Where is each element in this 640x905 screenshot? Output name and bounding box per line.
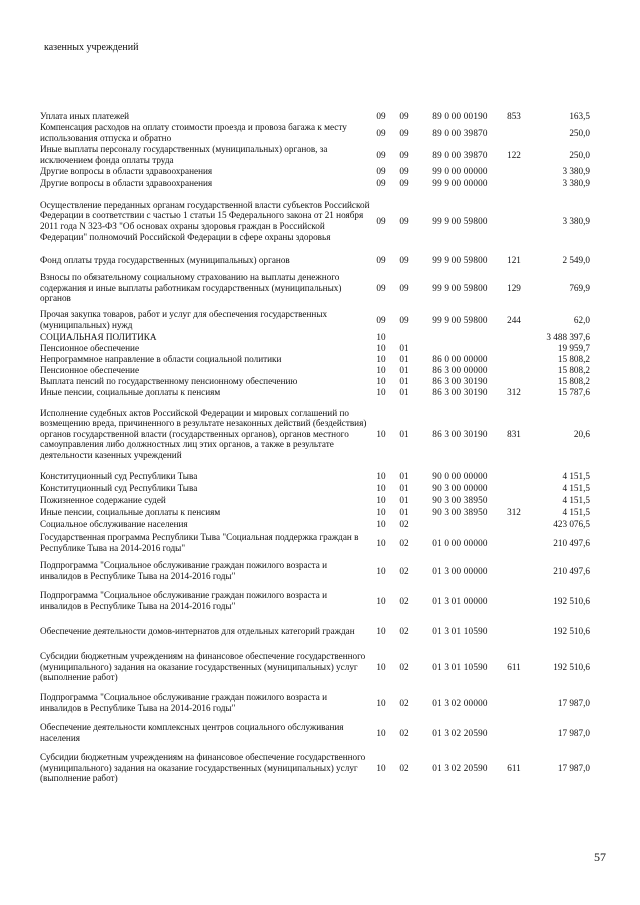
row-amount: 4 151,5 <box>562 470 590 481</box>
row-section-code: 09 <box>376 149 386 160</box>
row-subsection-code: 09 <box>399 178 409 189</box>
row-expense-type: 312 <box>507 506 521 517</box>
page-number: 57 <box>594 850 606 864</box>
row-subsection-code: 01 <box>399 470 409 481</box>
row-target-article: 99 9 00 59800 <box>432 314 488 325</box>
row-amount: 210 497,6 <box>553 565 590 576</box>
row-expense-type: 129 <box>507 282 521 293</box>
row-subsection-code: 01 <box>399 387 409 398</box>
row-target-article: 86 3 00 30190 <box>432 376 488 387</box>
row-expense-type: 831 <box>507 428 521 439</box>
row-target-article: 99 9 00 59800 <box>432 282 488 293</box>
row-subsection-code: 01 <box>399 482 409 493</box>
row-amount: 192 510,6 <box>553 625 590 636</box>
table-row <box>40 718 620 748</box>
row-expense-type: 121 <box>507 254 521 265</box>
budget-table <box>40 110 620 788</box>
row-subsection-code: 02 <box>399 537 409 548</box>
row-target-article: 01 0 00 00000 <box>432 537 488 548</box>
row-target-article: 89 0 00 39870 <box>432 127 488 138</box>
row-section-code: 09 <box>376 127 386 138</box>
row-target-article: 01 3 00 00000 <box>432 565 488 576</box>
row-amount: 163,5 <box>569 110 590 121</box>
row-amount: 15 787,6 <box>557 387 590 398</box>
row-subsection-code: 09 <box>399 110 409 121</box>
row-name: Другие вопросы в области здравоохранения <box>40 166 213 177</box>
row-name: Пожизненное содержание судей <box>40 494 166 505</box>
row-target-article: 86 3 00 30190 <box>432 428 488 439</box>
row-name: Непрограммное направление в области социальной политики <box>40 354 282 365</box>
row-name: Обеспечение деятельности комплексных центров социального обслуживания населения <box>40 722 344 743</box>
row-section-code: 10 <box>376 697 386 708</box>
table-row <box>40 530 620 556</box>
row-name: Подпрограмма "Социальное обслуживание граждан пожилого возраста и инвалидов в Республике Тыва на 2014-2016 годы" <box>40 590 328 611</box>
row-target-article: 01 3 01 10590 <box>432 625 488 636</box>
row-expense-type: 122 <box>507 149 521 160</box>
row-name: Иные пенсии, социальные доплаты к пенсиям <box>40 506 221 517</box>
row-target-article: 01 3 01 00000 <box>432 595 488 606</box>
row-expense-type: 611 <box>507 762 521 773</box>
row-amount: 3 380,9 <box>562 215 590 226</box>
table-row <box>40 252 620 268</box>
row-subsection-code: 02 <box>399 565 409 576</box>
row-amount: 250,0 <box>569 149 590 160</box>
row-section-code: 10 <box>376 506 386 517</box>
table-row <box>40 376 620 387</box>
row-expense-type: 611 <box>507 661 521 672</box>
row-section-code: 10 <box>376 661 386 672</box>
row-target-article: 90 3 00 38950 <box>432 494 488 505</box>
row-name: Подпрограмма "Социальное обслуживание граждан пожилого возраста и инвалидов в Республике Тыва на 2014-2016 годы" <box>40 560 328 581</box>
row-target-article: 86 0 00 00000 <box>432 354 488 365</box>
table-row <box>40 177 620 190</box>
row-expense-type: 312 <box>507 387 521 398</box>
row-subsection-code: 01 <box>399 365 409 376</box>
row-name: Взносы по обязательному социальному страхованию на выплаты денежного содержания и иные выплаты работникам государственных (муниципальных) органов <box>40 272 342 304</box>
table-row <box>40 482 620 494</box>
row-amount: 17 987,0 <box>557 697 590 708</box>
row-section-code: 09 <box>376 215 386 226</box>
row-amount: 17 987,0 <box>557 762 590 773</box>
row-section-code: 10 <box>376 482 386 493</box>
row-subsection-code: 01 <box>399 343 409 354</box>
row-section-code: 10 <box>376 565 386 576</box>
row-subsection-code: 09 <box>399 127 409 138</box>
row-amount: 19 959,7 <box>557 343 590 354</box>
row-expense-type: 853 <box>507 110 521 121</box>
row-amount: 4 151,5 <box>562 494 590 505</box>
row-amount: 17 987,0 <box>557 727 590 738</box>
row-target-article: 86 3 00 30190 <box>432 387 488 398</box>
row-name: Фонд оплаты труда государственных (муниципальных) органов <box>40 254 290 265</box>
row-section-code: 10 <box>376 428 386 439</box>
row-name: Иные выплаты персоналу государственных (муниципальных) органов, за исключением фонда оплаты труда <box>40 144 328 165</box>
table-row <box>40 470 620 482</box>
row-target-article: 99 0 00 00000 <box>432 166 488 177</box>
row-name: Компенсация расходов на оплату стоимости проезда и провоза багажа к месту использования отпуска и обратно <box>40 122 347 143</box>
row-section-code: 10 <box>376 727 386 738</box>
row-target-article: 90 0 00 00000 <box>432 470 488 481</box>
row-amount: 192 510,6 <box>553 661 590 672</box>
row-name: Осуществление переданных органам государственной власти субъектов Российской Федерации в соответствии с частью 1 статьи 15 Федерального закона от 21 ноября 2011 года N 323-ФЗ "Об основах охраны здоровья граждан в Российской Федерации" полномочий Российской Федерации в сфере охраны здоровья <box>40 199 370 242</box>
row-subsection-code: 02 <box>399 661 409 672</box>
row-target-article: 01 3 02 00000 <box>432 697 488 708</box>
row-subsection-code: 01 <box>399 354 409 365</box>
row-amount: 15 808,2 <box>557 376 590 387</box>
table-row <box>40 556 620 586</box>
row-amount: 15 808,2 <box>557 365 590 376</box>
row-subsection-code: 09 <box>399 254 409 265</box>
table-row <box>40 166 620 177</box>
row-subsection-code: 02 <box>399 727 409 738</box>
row-name: Субсидии бюджетным учреждениям на финансовое обеспечение государственного (муниципального) задания на оказание государственных (муниципальных) услуг (выполнение работ) <box>40 651 366 683</box>
table-row <box>40 688 620 718</box>
row-target-article: 01 3 02 20590 <box>432 727 488 738</box>
page-header-text: казенных учреждений <box>44 42 139 53</box>
row-section-code: 10 <box>376 354 386 365</box>
row-subsection-code: 09 <box>399 166 409 177</box>
row-section-code: 10 <box>376 625 386 636</box>
row-section-code: 10 <box>376 376 386 387</box>
row-amount: 769,9 <box>569 282 590 293</box>
row-name: Иные пенсии, социальные доплаты к пенсиям <box>40 387 221 398</box>
row-name: Исполнение судебных актов Российской Федерации и мировых соглашений по возмещению вреда, причиненного в результате незаконных действий (бездействия) органов государственной власти (государственных органов), органов местного самоуправления либо должностных лиц этих органов, а также в результате деятельности казенных учреждений <box>40 407 367 460</box>
row-amount: 210 497,6 <box>553 537 590 548</box>
table-row <box>40 343 620 354</box>
row-section-code: 09 <box>376 110 386 121</box>
row-section-code: 10 <box>376 343 386 354</box>
table-row <box>40 144 620 166</box>
row-name: Подпрограмма "Социальное обслуживание граждан пожилого возраста и инвалидов в Республике Тыва на 2014-2016 годы" <box>40 692 328 713</box>
row-subsection-code: 01 <box>399 494 409 505</box>
row-subsection-code: 02 <box>399 518 409 529</box>
row-section-code: 10 <box>376 494 386 505</box>
row-target-article: 01 3 02 20590 <box>432 762 488 773</box>
table-row <box>40 387 620 398</box>
table-row <box>40 190 620 252</box>
row-subsection-code: 01 <box>399 506 409 517</box>
table-row <box>40 616 620 646</box>
row-target-article: 89 0 00 39870 <box>432 149 488 160</box>
row-amount: 3 380,9 <box>562 178 590 189</box>
row-target-article: 99 9 00 59800 <box>432 215 488 226</box>
row-expense-type: 244 <box>507 314 521 325</box>
row-section-code: 10 <box>376 595 386 606</box>
row-section-code: 09 <box>376 166 386 177</box>
row-subsection-code: 02 <box>399 625 409 636</box>
table-row <box>40 332 620 343</box>
table-row <box>40 494 620 506</box>
row-target-article: 99 9 00 00000 <box>432 178 488 189</box>
row-name: Государственная программа Республики Тыва "Социальная поддержка граждан в Республике Тыва на 2014-2016 годы" <box>40 532 359 553</box>
table-row <box>40 748 620 788</box>
table-row <box>40 398 620 470</box>
row-target-article: 90 3 00 38950 <box>432 506 488 517</box>
row-name: Обеспечение деятельности домов-интернатов для отдельных категорий граждан <box>40 625 355 636</box>
row-section-code: 09 <box>376 314 386 325</box>
row-name: Субсидии бюджетным учреждениям на финансовое обеспечение государственного (муниципального) задания на оказание государственных (муниципальных) услуг (выполнение работ) <box>40 752 366 784</box>
row-subsection-code: 09 <box>399 282 409 293</box>
row-section-code: 10 <box>376 365 386 376</box>
row-amount: 4 151,5 <box>562 482 590 493</box>
row-subsection-code: 02 <box>399 595 409 606</box>
table-row <box>40 586 620 616</box>
row-section-code: 10 <box>376 332 386 343</box>
table-row <box>40 122 620 144</box>
table-row <box>40 365 620 376</box>
row-target-article: 99 9 00 59800 <box>432 254 488 265</box>
row-target-article: 86 3 00 00000 <box>432 365 488 376</box>
row-section-code: 09 <box>376 254 386 265</box>
row-amount: 62,0 <box>573 314 590 325</box>
row-target-article: 01 3 01 10590 <box>432 661 488 672</box>
row-name: СОЦИАЛЬНАЯ ПОЛИТИКА <box>40 332 157 343</box>
row-name: Конституционный суд Республики Тыва <box>40 470 198 481</box>
row-target-article: 89 0 00 00190 <box>432 110 488 121</box>
row-section-code: 10 <box>376 387 386 398</box>
row-amount: 192 510,6 <box>553 595 590 606</box>
row-name: Уплата иных платежей <box>40 110 130 121</box>
row-target-article: 90 3 00 00000 <box>432 482 488 493</box>
table-row <box>40 646 620 688</box>
row-name: Другие вопросы в области здравоохранения <box>40 178 213 189</box>
row-section-code: 10 <box>376 537 386 548</box>
row-section-code: 09 <box>376 282 386 293</box>
row-amount: 3 380,9 <box>562 166 590 177</box>
table-row <box>40 308 620 332</box>
table-row <box>40 110 620 122</box>
row-amount: 4 151,5 <box>562 506 590 517</box>
row-amount: 250,0 <box>569 127 590 138</box>
row-section-code: 10 <box>376 518 386 529</box>
table-row <box>40 506 620 518</box>
row-name: Конституционный суд Республики Тыва <box>40 482 198 493</box>
row-name: Пенсионное обеспечение <box>40 365 140 376</box>
row-section-code: 10 <box>376 762 386 773</box>
row-name: Пенсионное обеспечение <box>40 343 140 354</box>
row-section-code: 10 <box>376 470 386 481</box>
row-name: Социальное обслуживание населения <box>40 518 188 529</box>
row-amount: 423 076,5 <box>553 518 590 529</box>
row-subsection-code: 01 <box>399 428 409 439</box>
row-subsection-code: 01 <box>399 376 409 387</box>
row-subsection-code: 09 <box>399 215 409 226</box>
table-row <box>40 268 620 308</box>
row-amount: 2 549,0 <box>562 254 590 265</box>
table-row <box>40 354 620 365</box>
row-name: Выплата пенсий по государственному пенсионному обеспечению <box>40 376 298 387</box>
row-amount: 20,6 <box>573 428 590 439</box>
row-subsection-code: 09 <box>399 314 409 325</box>
row-subsection-code: 09 <box>399 149 409 160</box>
row-amount: 15 808,2 <box>557 354 590 365</box>
row-subsection-code: 02 <box>399 697 409 708</box>
table-row <box>40 518 620 530</box>
row-subsection-code: 02 <box>399 762 409 773</box>
row-amount: 3 488 397,6 <box>546 332 590 343</box>
row-section-code: 09 <box>376 178 386 189</box>
row-name: Прочая закупка товаров, работ и услуг для обеспечения государственных (муниципальных) нужд <box>40 309 328 330</box>
